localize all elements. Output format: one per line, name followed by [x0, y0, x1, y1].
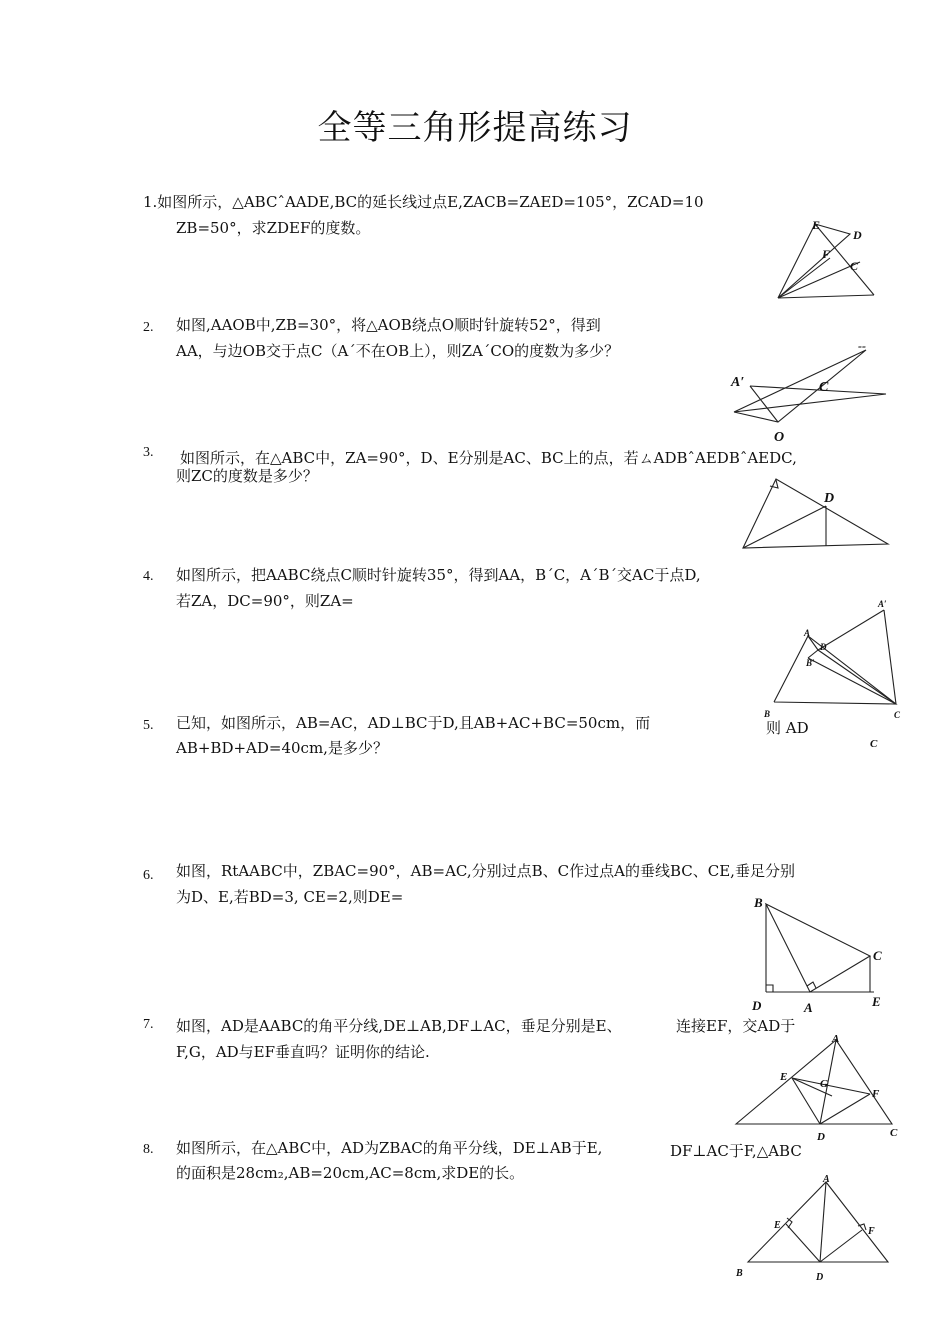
figure-8-label-f: F: [868, 1226, 875, 1237]
problem-7-side-text: 连接EF，交AD于: [676, 1017, 796, 1035]
problem-2-line-1: 如图,AAOB中,ZB=30°，将△AOB绕点O顺时针旋转52°，得到: [176, 316, 601, 334]
problem-7-line-2: F,G，AD与EF垂直吗？证明你的结论.: [176, 1043, 430, 1061]
problem-4-number: 4.: [143, 569, 154, 584]
problem-2-line-2: AA，与边OB交于点C（Aˊ不在OB上），则ZAˊCO的度数为多少？: [176, 342, 620, 360]
figure-4-label-c: C: [894, 710, 901, 720]
figure-4-label-b-prime: B′: [806, 658, 815, 668]
figure-2-label-a-prime: A′: [731, 375, 745, 390]
figure-2-label-dash: --: [858, 339, 866, 353]
figure-7-label-g: G: [820, 1078, 828, 1090]
problem-8-number: 8.: [143, 1142, 154, 1157]
problem-8-line-1: 如图所示，在△ABC中，AD为ZBAC的角平分线，DE⊥AB于E,: [176, 1139, 603, 1157]
figure-6-label-e: E: [872, 994, 881, 1009]
figure-3-label-d: D: [824, 491, 835, 506]
problem-5-line-2: AB+BD+AD=40cm,是多少？: [176, 739, 388, 757]
figure-6-diagram: [748, 894, 888, 1014]
figure-2-label-o: O: [774, 430, 785, 445]
problem-5-side-text: 则 AD: [766, 719, 809, 737]
figure-6-label-a: A: [804, 1000, 813, 1015]
figure-7-label-e: E: [780, 1071, 788, 1083]
figure-4-label-b: B: [764, 709, 771, 719]
problem-3-line-1: 如图所示，在△ABC中，ZA=90°，D、E分别是AC、BC上的点，若ㄙADBˆAEDBˆAEDC,: [180, 449, 797, 467]
figure-1-label-e: E: [812, 218, 821, 232]
figure-4-label-a: A: [804, 628, 811, 638]
figure-7-label-a: A: [832, 1033, 840, 1045]
problem-6-number: 6.: [143, 868, 154, 883]
figure-8-label-e: E: [774, 1220, 781, 1231]
figure-1-label-c: C: [850, 259, 859, 273]
figure-2-diagram: [728, 339, 888, 445]
figure-8-label-b: B: [736, 1268, 743, 1279]
problem-1-line-1: 1.如图所示，△ABCˆAADE,BC的延长线过点E,ZACB=ZAED=105°，ZCAD=10: [143, 193, 704, 211]
figure-4-label-c-extra: C: [870, 738, 878, 750]
figure-1-label-f: F: [822, 247, 831, 261]
page-title: 全等三角形提高练习: [317, 108, 633, 148]
figure-7-label-c: C: [890, 1127, 898, 1139]
figure-6-label-c: C: [873, 948, 882, 963]
figure-1-label-d: D: [853, 228, 862, 242]
problem-4-line-1: 如图所示，把AABC绕点C顺时针旋转35°，得到AA，BˊC，AˊBˊ交AC于点D,: [176, 566, 701, 584]
figure-3-diagram: [740, 476, 892, 550]
figure-7-label-d: D: [817, 1131, 825, 1143]
problem-5-number: 5.: [143, 718, 154, 733]
problem-6-line-1: 如图，RtAABC中，ZBAC=90°，AB=AC,分别过点B、C作过点A的垂线BC、CE,垂足分别: [176, 862, 795, 880]
figure-4-label-a-prime: A′: [878, 599, 887, 609]
problem-4-line-2: 若ZA，DC=90°，则ZA=: [176, 592, 354, 610]
problem-3-number: 3.: [143, 445, 154, 460]
figure-6-label-b: B: [754, 895, 763, 910]
problem-7-line-1: 如图，AD是AABC的角平分线,DE⊥AB,DF⊥AC，垂足分别是E、: [176, 1017, 622, 1035]
figure-4-diagram: [762, 596, 912, 756]
problem-8-line-2: 的面积是28cm₂,AB=20cm,AC=8cm,求DE的长。: [176, 1164, 525, 1182]
figure-2-label-c: C: [819, 380, 829, 395]
figure-8-diagram: [730, 1172, 898, 1286]
figure-7-label-f: F: [872, 1088, 880, 1100]
figure-1-diagram: [770, 218, 880, 300]
problem-1-line-2: ZB=50°，求ZDEF的度数。: [176, 219, 371, 237]
figure-4-label-d: D: [820, 642, 827, 652]
problem-7-number: 7.: [143, 1017, 154, 1032]
figure-6-label-d: D: [752, 998, 762, 1013]
problem-2-number: 2.: [143, 320, 154, 335]
problem-3-line-2: 则ZC的度数是多少？: [176, 467, 318, 485]
figure-7-diagram: [732, 1032, 904, 1144]
problem-5-line-1: 已知，如图所示，AB=AC，AD⊥BC于D,且AB+AC+BC=50cm，而: [176, 714, 651, 732]
figure-8-label-a: A: [823, 1174, 830, 1185]
problem-6-line-2: 为D、E,若BD=3, CE=2,则DE=: [176, 888, 404, 906]
problem-8-side-text: DF⊥AC于F,△ABC: [670, 1142, 802, 1160]
figure-8-label-d: D: [816, 1272, 824, 1283]
